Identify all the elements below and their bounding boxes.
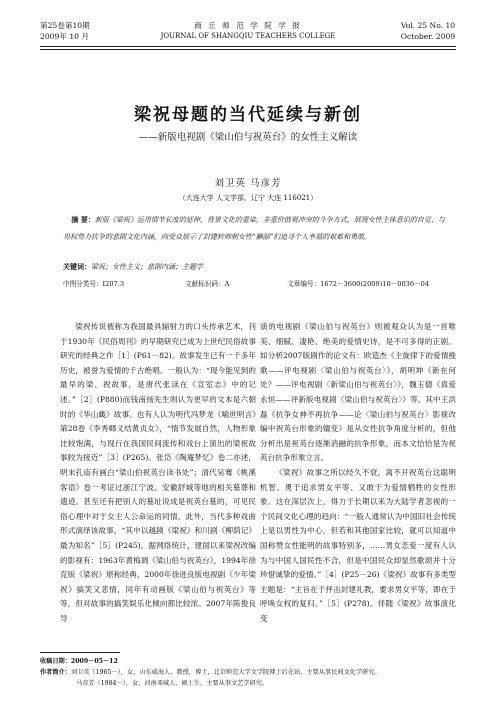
keywords: [63, 262, 446, 272]
clc-number: 中图分类号：I207.3: [63, 280, 125, 288]
journal-name-cn: 商 丘 师 范 学 院 学 报: [194, 21, 302, 30]
received-date: 收稿日期：2009－05－12: [40, 658, 118, 665]
body-column-right: [260, 320, 456, 626]
volume-cn: 第25卷第10期: [40, 21, 90, 30]
body-paragraph: 《梁祝》故事之所以经久不衰，离不开祝英台这聪明机智、勇于追求男女平等、又敢于为爱情牺牲的女性形象。这在深层次上，得力于长期以来为大陆学者忽视的一个民间文化心理的趋向：“一般人通常认为中国旧社会传统上是以男性为中心，但若和其他国家比较，就可以知道中国称赞女性能明的故事特别多，……男女恋爱一度有人认为与中国人国民性不合，但是中国民众却显然歌颂并十分珍惜诚挚的爱情。”［4］(P25－26)《梁祝》故事有多类型主题是：“主旨在于抨击封建礼教，要求男女平等，即在于呼唤女权的复归。”［5］(P278)。伴随《梁祝》故事演化变: [260, 467, 456, 623]
body-paragraph: 梁祝传说被称为我国最具辐射力的口头传承艺术，刊于1930年《民俗周刊》的早期研究已成为上世纪民俗故事研究的经典之作［1］(P61－82)。故事发生已有一千多年历史，被誉为爱情的千古绝唱。一般认为：“现今能见到的最早的梁、祝故事，是唐代张读在《宣室志》中的记述。”［2］(P880)而钱南扬先生则认为更早的文本是六朝时的《华山畿》故事。也有人认为明代冯梦龙《喻世明言》第28卷《李秀卿义结黄贞女》，“情节发展自然，人物形象比较饱满，与现行在我国民间流传和戏台上演出的梁祝故事较为接近”［3］(P265)。张岱《陶庵梦忆》卷二亦述，明末孔庙有画白“梁山伯祝英台读书处”；清代吴骞《桃溪客语》卷一考证过浙江宁波、安徽舒城等地的相关墓葬和遗迹。甚至还有把别人的墓址说成是祝英台墓的，可见民俗心理中对于女主人公命运的同情。此外，当代多种戏曲形式演绎该故事，“其中以越剧《梁祝》和川剧《柳荫记》最为知名”［5］(P245)。据网络统计，建国以来梁祝改编的影视有：1963年黄梅调《梁山伯与祝英台》，1994年徐克版《梁祝》堪称经典，2000年徐进良版电视剧《少年梁祝》搞笑又悲情，同年有动画版《梁山伯与祝英台》等等，但对故事的搞笑娱乐化倾向都比较浓。2007年陈俊良导: [60, 322, 256, 623]
footnote-rule: [40, 652, 120, 653]
abstract-text: 新版《梁祝》运用情节长度的延伸，背景文化的重染，多重价值观冲突的斗争方式，展现女性主体意识的自觉、与男权势力抗争的悲剧文化内涵，向受众展示了封建转帅朝女性“獭舔”们追寻个人幸福的艰难和勇敢。: [63, 216, 445, 241]
article-subtitle: ——新版电视剧《梁山伯与祝英台》的女性主义解读: [138, 132, 358, 143]
article-number: 文章编号：1672－3600(2009)10－0036－04: [287, 280, 430, 288]
journal-name-en: JOURNAL OF SHANGQIU TEACHERS COLLEGE: [160, 32, 336, 40]
header-rule: [40, 46, 456, 47]
document-code: 文献标识码：A: [185, 280, 230, 288]
footnotes: [40, 656, 470, 689]
issue-info-en: [400, 20, 456, 42]
author-bio-1: [40, 667, 470, 678]
keywords-text: 梁祝；女性主义；悲剧内涵；主题学: [91, 263, 203, 271]
author-affiliation: （大连大学 人文学部，辽宁 大连 116021）: [178, 194, 318, 202]
author-bio-1-text: 刘卫英（1965－），女，山东威海人，教授，博士，北京师范大学文学院博士后在站，主要从事民间文化学研究。: [70, 669, 381, 676]
header-rule-thin: [40, 49, 456, 50]
author-bio-2: 马彦芳（1984－），女，河南邓城人，硕士生，主要从事文艺学研究。: [76, 680, 269, 687]
article-title: 梁祝母题的当代延续与新创: [134, 105, 362, 125]
author-bio-label: 作者简介：: [40, 669, 71, 676]
date-cn: 2009年 10 月: [40, 32, 90, 41]
abstract: [63, 212, 446, 245]
body-column-left: [60, 320, 256, 626]
author-names: 刘卫英 马彦芳: [214, 178, 282, 189]
keywords-label: 关键词：: [63, 262, 91, 271]
classification-info: [63, 278, 463, 288]
body-paragraph: 演的电视剧《梁山伯与祝英台》则被观众认为是一首唯美、细腻、凄艳、绝美的爱情史诗，是不可多得的正剧。如分析2007版剧作的论文有：欧造杰《主旋律下的爱情挽歌——评电视剧〈梁山伯与祝英台〉》，胡明坤《新在何处？——评电视剧〈新梁山伯与祝英台〉》，魏玉德《真爱永恒——评新版电视剧〈梁山伯与祝英台〉》等。其中王洪磊《抗争女神不再抗争——论〈梁山伯与祝英台〉影视改编中祝英台形象的嬗变》是从女性抗争角度分析的，但他分析出是祝英台逐渐消融的抗争形象，而本文恰恰是为祝英台抗争形象立言。: [260, 322, 456, 463]
abstract-label: 摘 要：: [71, 215, 95, 224]
volume-en: Vol. 25 No. 10: [400, 21, 456, 30]
date-en: October. 2009: [400, 32, 456, 41]
